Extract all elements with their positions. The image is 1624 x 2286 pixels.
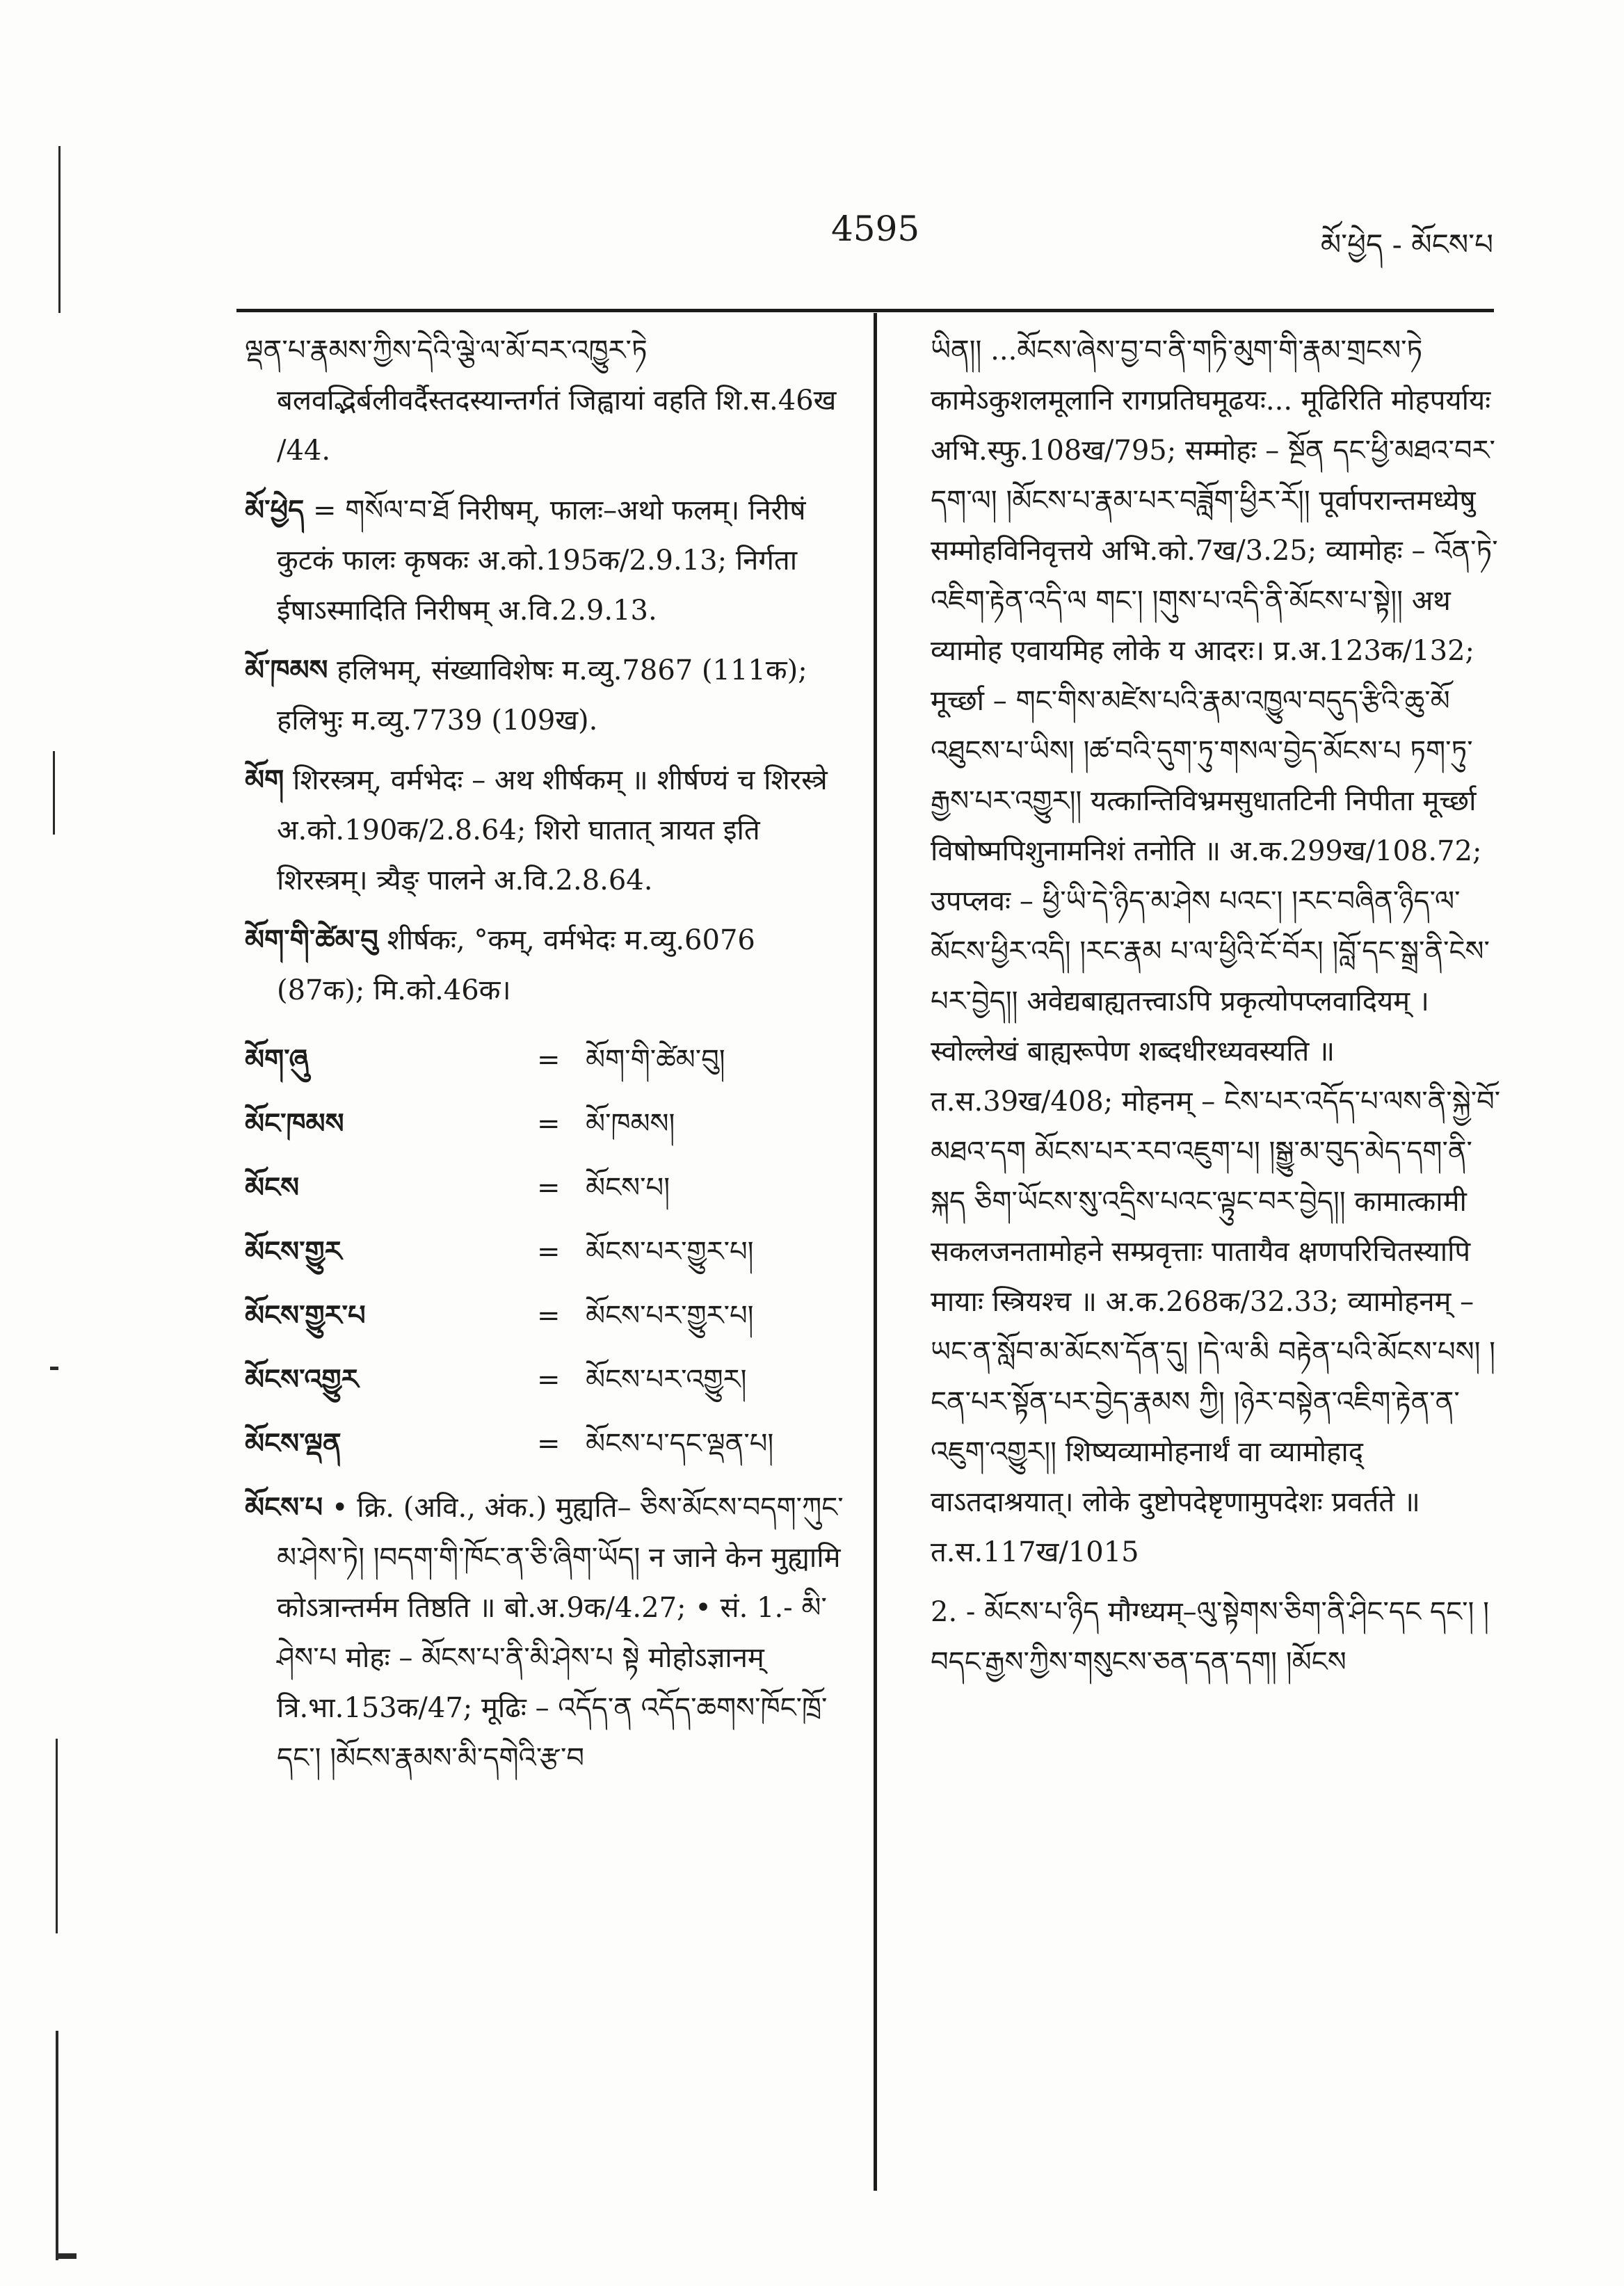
xref-equals: = xyxy=(537,1364,561,1396)
entry-text: हलिभम्, संख्याविशेषः म.व्यु.7867 (111क); हलिभुः म.व्यु.7739 (109ख). xyxy=(277,654,807,736)
sense-paragraph xyxy=(931,1587,1501,1687)
right-column xyxy=(931,325,1501,1697)
entry-continuation xyxy=(931,325,1501,1577)
margin-mark xyxy=(56,2253,77,2259)
cross-reference-row xyxy=(245,1419,849,1469)
cross-reference-row xyxy=(245,1163,849,1213)
xref-headword: མོངས་ལྡན xyxy=(245,1427,341,1460)
xref-target: མོ་ཁམས། xyxy=(586,1108,675,1140)
header-rule xyxy=(236,309,1494,312)
xref-headword: མོངས་འགྱུར xyxy=(245,1363,359,1396)
entry-headword: མོག xyxy=(245,764,284,796)
margin-mark xyxy=(58,146,61,313)
xref-target: མོངས་པར་གྱུར་པ། xyxy=(586,1300,754,1332)
xref-target: མོངས་པ། xyxy=(586,1172,670,1204)
entry-headword: མོག་གི་ཚེམ་བུ xyxy=(245,924,378,956)
xref-equals: = xyxy=(537,1108,561,1140)
dictionary-entry xyxy=(245,755,849,905)
entry-text: ལྡན་པ་རྣམས་ཀྱིས་དེའི་ལྕེ་ལ་མོ་བར་འཁྱུར་ཏེ बलवद्भिर्बलीवर्दैस्तदस्यान्तर्गतं जिह्वायां वहति शि.स.46ख /44. xyxy=(245,335,837,467)
cross-reference-row xyxy=(245,1099,849,1149)
dictionary-entry xyxy=(245,1483,849,1783)
entry-headword: མོ་ཁམས xyxy=(245,654,328,686)
xref-target: མོངས་པ་དང་ལྡན་པ། xyxy=(586,1428,774,1460)
entry-text: शीर्षकः, °कम्, वर्मभेदः म.व्यु.6076 (87क); मि.को.46क। xyxy=(277,924,755,1006)
dictionary-entry xyxy=(245,645,849,746)
xref-equals: = xyxy=(537,1428,561,1460)
dictionary-entry xyxy=(245,485,849,636)
xref-target: མོངས་པར་འགྱུར། xyxy=(586,1364,747,1396)
entry-headword: མོ་ཕྱེད xyxy=(245,494,305,526)
entry-text: • क्रि. (अवि., अंक.) मुह्यति– ཅིས་མོངས་བདག་ཀུང་མ་ཤེས་ཏེ། །བདག་གི་ཁོང་ན་ཅི་ཞིག་ཡོད། न जाने केन मुह्यामि कोऽत्रान्तर्मम तिष्ठति ॥ बो.अ.9क/4.27; • सं. 1.- མི་ཤེས་པ मोहः – མོངས་པ་ནི་མི་ཤེས་པ སྟེ मोहोऽज्ञानम् त्रि.भा.153क/47; मूढिः – འདོད་ན འདོད་ཆགས་ཁོང་ཁྲོ་དང་། །མོངས་རྣམས་མི་དགེའི་རྩ་བ xyxy=(277,1492,844,1774)
margin-mark xyxy=(56,2031,58,2260)
left-column xyxy=(245,325,849,1793)
xref-equals: = xyxy=(537,1300,561,1332)
xref-equals: = xyxy=(537,1044,561,1076)
cross-reference-row xyxy=(245,1291,849,1341)
cross-reference-row xyxy=(245,1227,849,1277)
xref-equals: = xyxy=(537,1172,561,1204)
xref-equals: = xyxy=(537,1236,561,1268)
cross-reference-list xyxy=(245,1035,849,1469)
column-divider xyxy=(874,313,877,2191)
dictionary-entry xyxy=(245,915,849,1015)
margin-mark xyxy=(56,1739,58,1933)
xref-headword: མོག་ཞུ xyxy=(245,1043,309,1076)
cross-reference-row xyxy=(245,1355,849,1405)
xref-headword: མོང་ཁམས xyxy=(245,1107,344,1140)
xref-headword: མོངས xyxy=(245,1171,300,1204)
entry-headword: མོངས་པ xyxy=(245,1491,323,1524)
entry-text: = གསོལ་བ་ཐོ निरीषम्, फालः–अथो फलम्। निरीषं कुटकं फालः कृषकः अ.को.195क/2.9.13; निर्गता ईषाऽस्मादिति निरीषम् अ.वि.2.9.13. xyxy=(277,494,806,627)
xref-headword: མོངས་གྱུར xyxy=(245,1235,342,1268)
cross-reference-row xyxy=(245,1035,849,1085)
dictionary-entry xyxy=(245,325,849,476)
margin-mark xyxy=(50,1367,58,1370)
xref-target: མོངས་པར་གྱུར་པ། xyxy=(586,1236,754,1268)
entry-text: 2. - མོངས་པ་ཉིད मौग्ध्यम्–ལུ་སྟེགས་ཅིག་ནི་ཤིང་དང དང་། །བདང་རྒྱས་ཀྱིས་གསུངས་ཅན་དན་དག། །མོངས xyxy=(931,1596,1489,1678)
entry-text: शिरस्त्रम्, वर्मभेदः – अथ शीर्षकम् ॥ शीर्षण्यं च शिरस्त्रे अ.को.190क/2.8.64; शिरो घातात् त्रायत इति शिरस्त्रम्। त्र्यैङ् पालने अ.वि.2.8.64. xyxy=(277,764,828,896)
page-number: 4595 xyxy=(831,209,920,249)
xref-target: མོག་གི་ཚེམ་བུ། xyxy=(586,1044,725,1076)
xref-headword: མོངས་གྱུར་པ xyxy=(245,1299,366,1332)
margin-mark xyxy=(53,751,55,835)
entry-text: ཡིན།། ...མོངས་ཞེས་བྱ་བ་ནི་གཏི་མུག་གི་རྣམ་གྲངས་ཏེ कामेऽकुशलमूलानि रागप्रतिघमूढयः... मूढिरिति मोहपर्यायः अभि.स्फु.108ख/795; सम्मोहः – སྔོན དང་ཕྱི་མཐའ་བར་དག་ལ། །མོངས་པ་རྣམ་པར་བཟློག་ཕྱིར་རོ།། पूर्वापरान्तमध्येषु सम्मोहविनिवृत्तये अभि.को.7ख/3.25; व्यामोहः – འོན་ཏེ་འཇིག་རྟེན་འདི་ལ གང་། །གུས་པ་འདི་ནི་མོངས་པ་སྟེ།། अथ व्यामोह एवायमिह लोके य आदरः। प्र.अ.123क/132; मूर्च्छा – གང་གིས་མཛེས་པའི་རྣམ་འཁྱུལ་བདུད་རྩིའི་ཆུ་མོ འཐུངས་པ་ཡིས། །ཚ་བའི་དུག་ཏུ་གསལ་བྱེད་མོངས་པ ཏག་ཏུ་རྒྱས་པར་འགྱུར།། यत्कान्तिविभ्रमसुधातटिनी निपीता मूर्च्छा विषोष्मपिशुनामनिशं तनोति ॥ अ.क.299ख/108.72; उपप्लवः – ཕྱི་ཡི་དེ་ཉིད་མ་ཤེས པའང་། །རང་བཞིན་ཉིད་ལ་མོངས་ཕྱིར་འདི། །རང་རྣམ པ་ལ་ཕྱིའི་ངོ་བོར། །བློ་དང་སྒྲ་ནི་ངེས་པར་བྱེད།། अवेद्यबाह्यतत्त्वाऽपि प्रकृत्योपप्लवादियम् । स्वोल्लेखं बाह्यरूपेण शब्दधीरध्यवस्यति ॥ त.स.39ख/408; मोहनम् – ངེས་པར་འདོད་པ་ལས་ནི་སྐྱེ་བོ་མཐའ་དག མོངས་པར་རབ་འཇུག་པ། །སྒྱུ་མ་བུད་མེད་དག་ནི་སྐད ཅིག་ཡོངས་སུ་འདྲིས་པའང་ལྟུང་བར་བྱེད།། कामात्कामी सकलजनतामोहने सम्प्रवृत्ताः पातायैव क्षणपरिचितस्यापि मायाः स्त्रियश्च ॥ अ.क.268क/32.33; व्यामोहनम् – ཡང་ན་སློབ་མ་མོངས་དོན་དུ། །དེ་ལ་མི བརྟེན་པའི་མོངས་པས། །ངན་པར་སྟོན་པར་བྱེད་རྣམས ཀྱི། །ཉེར་བསྟེན་འཇིག་རྟེན་ན་འཇུག་འགྱུར།། शिष्यव्यामोहनार्थं वा व्यामोहाद् वाऽतदाश्रयात्। लोके दुष्टोपदेष्टृणामुपदेशः प्रवर्तते ॥ त.स.117ख/1015 xyxy=(931,335,1501,1568)
running-head: མོ་ཕྱེད - མོངས་པ xyxy=(1320,227,1493,261)
